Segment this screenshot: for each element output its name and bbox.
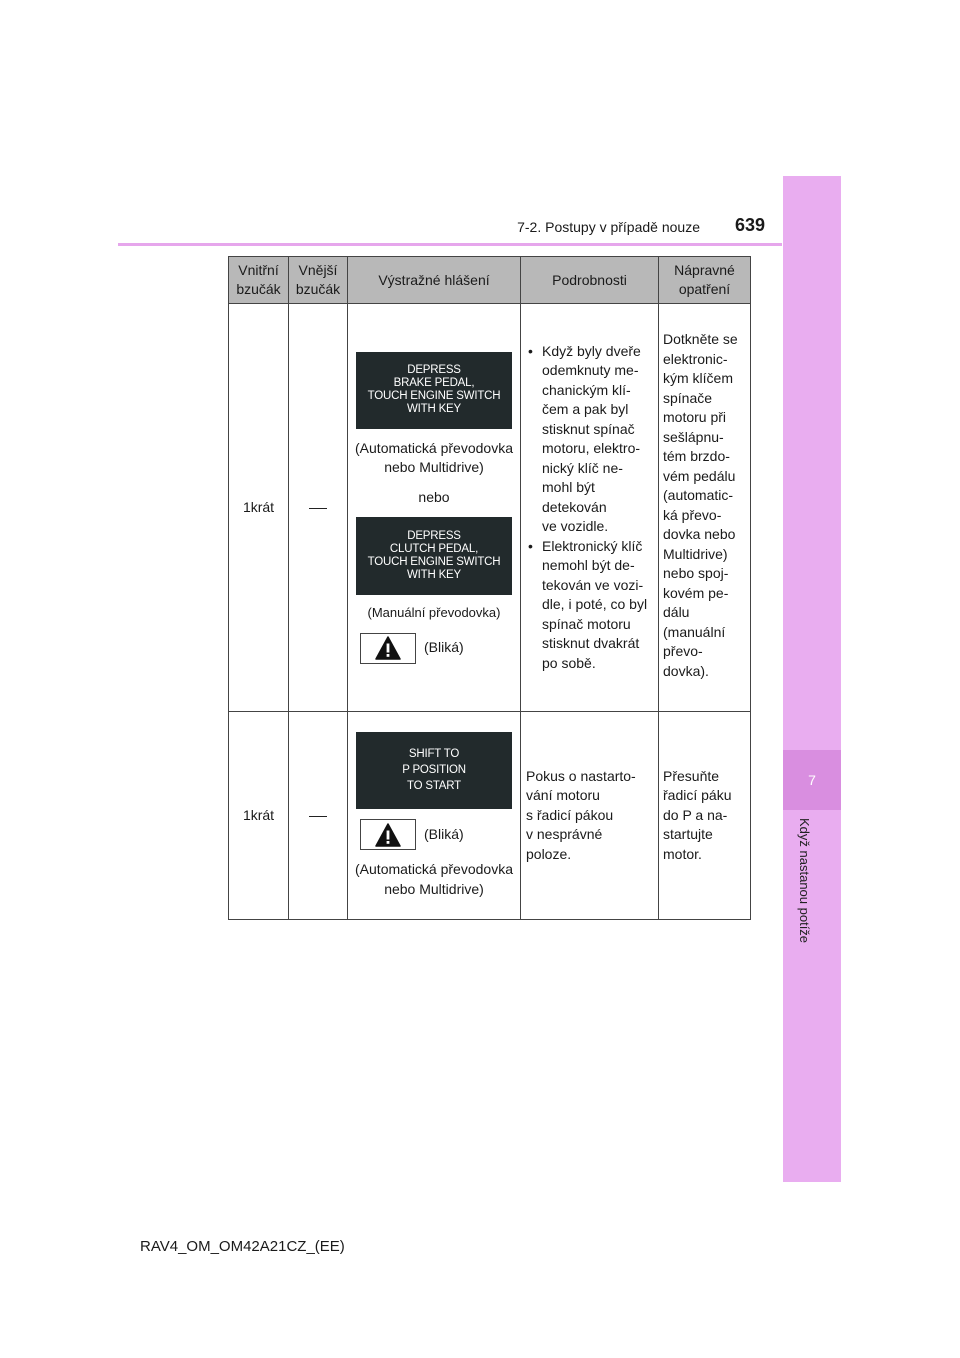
lcd-line: WITH KEY — [407, 403, 461, 415]
action-line: Multidrive) — [663, 545, 728, 562]
caption-automatic: (Automatická převodovka nebo Multidrive) — [355, 439, 513, 475]
lcd-line: DEPRESS — [407, 530, 461, 542]
detail-line: nemohl být de- — [542, 557, 635, 574]
details-cell — [521, 304, 659, 712]
detail-line: poloze. — [526, 845, 572, 862]
detail-line: chanickým klí- — [542, 381, 631, 398]
lcd-line: TOUCH ENGINE SWITCH — [367, 556, 501, 568]
action-line: ká převo- — [663, 506, 722, 523]
dash-icon — [309, 816, 327, 817]
page-number: 639 — [735, 215, 766, 235]
header-internal-buzzer: Vnitřní bzučák — [229, 257, 289, 304]
action-line: spínače — [663, 389, 713, 406]
flash-text: (Bliká) — [424, 639, 464, 656]
chapter-number-badge: 7 — [783, 750, 841, 810]
action-line: (automatic- — [663, 487, 734, 503]
table-row — [229, 712, 751, 920]
table-row — [229, 304, 751, 712]
action-line: nebo spoj- — [663, 565, 729, 581]
external-buzzer-cell — [289, 304, 348, 712]
action-line: dálu — [663, 604, 690, 620]
action-line: řadicí páku — [663, 787, 732, 804]
caption-automatic: (Automatická převodovka nebo Multidrive) — [355, 861, 513, 897]
detail-line: v nesprávné — [526, 826, 603, 843]
detail-line: Pokus o nastarto- — [526, 767, 636, 784]
detail-line: Když byly dveře — [542, 342, 641, 359]
chapter-side-tab — [783, 176, 841, 1182]
detail-line: nický klíč ne- — [542, 459, 623, 476]
action-line: (manuální — [663, 623, 726, 640]
detail-line: vání motoru — [526, 787, 600, 804]
action-line: převo- — [663, 643, 703, 659]
action-cell — [659, 712, 751, 920]
lcd-line: TOUCH ENGINE SWITCH — [367, 390, 501, 402]
action-line: kovém pe- — [663, 584, 729, 601]
chapter-title-vertical: Když nastanou potíže — [797, 818, 812, 944]
dash-icon — [309, 508, 327, 509]
warning-triangle-icon — [360, 633, 416, 664]
internal-buzzer-cell: 1krát — [229, 304, 289, 712]
detail-line: detekován — [542, 498, 607, 515]
header-warning-message: Výstražné hlášení — [348, 257, 521, 304]
action-line: sešlápnu- — [663, 428, 724, 445]
detail-line: po sobě. — [542, 654, 596, 671]
lcd-line: WITH KEY — [407, 569, 461, 581]
action-line: Přesuňte — [663, 767, 720, 784]
action-line: tém brzdo- — [663, 448, 730, 464]
lcd-line: BRAKE PEDAL, — [393, 377, 475, 389]
internal-buzzer-cell: 1krát — [229, 712, 289, 920]
lcd-line: TO START — [407, 780, 461, 792]
warning-messages-table — [228, 256, 751, 920]
detail-line: tekován ve vozi- — [542, 576, 644, 593]
list-item — [525, 342, 654, 537]
warning-indicator-row — [352, 819, 516, 850]
warning-message-cell — [348, 304, 521, 712]
document-code: RAV4_OM_OM42A21CZ_(EE) — [140, 1238, 345, 1255]
action-line: Dotkněte se — [663, 331, 738, 347]
action-line: motor. — [663, 845, 702, 862]
action-line: vém pedálu — [663, 467, 736, 484]
detail-line: stisknut spínač — [542, 420, 635, 437]
action-line: startujte — [663, 826, 713, 843]
detail-line: spínač motoru — [542, 615, 631, 632]
details-list — [525, 342, 654, 674]
detail-line: čem a pak byl — [542, 401, 629, 418]
detail-line: ve vozidle. — [542, 518, 609, 535]
external-buzzer-cell — [289, 712, 348, 920]
detail-line: s řadicí pákou — [526, 806, 614, 823]
lcd-message-shift — [356, 732, 512, 809]
lcd-message-brake — [356, 352, 512, 429]
detail-line: odemknuty me- — [542, 362, 639, 379]
action-line: do P a na- — [663, 806, 728, 823]
table-header-row — [229, 257, 751, 304]
action-line: dovka). — [663, 662, 709, 679]
detail-line: dle, i poté, co byl — [542, 596, 648, 613]
warning-message-cell — [348, 712, 521, 920]
action-line: elektronic- — [663, 350, 728, 367]
action-cell — [659, 304, 751, 712]
detail-line: mohl být — [542, 479, 595, 496]
lcd-message-clutch — [356, 517, 512, 595]
warning-indicator-row — [352, 633, 516, 664]
lcd-line: P POSITION — [402, 764, 466, 776]
warning-triangle-icon — [360, 819, 416, 850]
header-details: Podrobnosti — [521, 257, 659, 304]
section-title: 7-2. Postupy v případě nouze — [517, 219, 700, 235]
action-line: kým klíčem — [663, 370, 733, 386]
list-item — [525, 537, 654, 674]
header-corrective-action: Nápravné opatření — [659, 257, 751, 304]
header-divider — [118, 243, 782, 246]
detail-line: Elektronický klíč — [542, 537, 643, 554]
details-cell — [521, 712, 659, 920]
detail-line: stisknut dvakrát — [542, 635, 640, 652]
action-line: motoru při — [663, 409, 727, 425]
lcd-line: CLUTCH PEDAL, — [389, 543, 479, 555]
flash-text: (Bliká) — [424, 825, 464, 842]
header-external-buzzer: Vnější bzučák — [289, 257, 348, 304]
detail-line: motoru, elektro- — [542, 440, 641, 457]
lcd-line: DEPRESS — [407, 364, 461, 376]
or-text: nebo — [418, 488, 450, 505]
caption-manual: (Manuální převodovka) — [367, 605, 501, 620]
action-line: dovka nebo — [663, 526, 736, 542]
lcd-line: SHIFT TO — [408, 748, 460, 760]
